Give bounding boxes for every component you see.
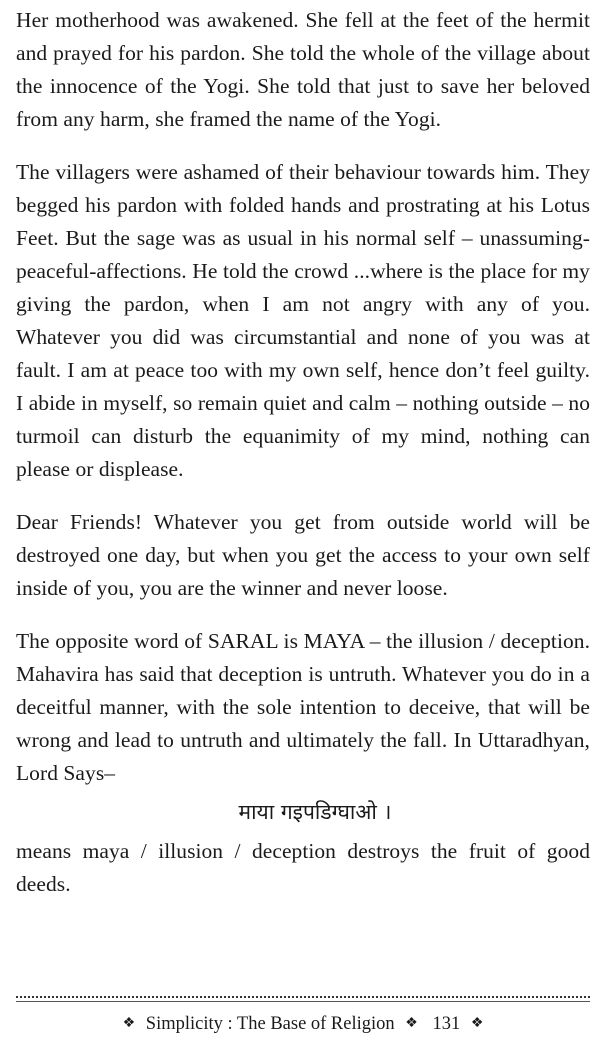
- page-body: [16, 4, 590, 921]
- paragraph-3: Dear Friends! Whatever you get from outside world will be destroyed one day, but when you get the access to your own self inside of you, you are the winner and never loose.: [16, 510, 590, 600]
- ornament-middle-icon: ❖: [405, 1016, 418, 1031]
- sanskrit-verse: माया गइपडिग्घाओ ।: [238, 800, 392, 824]
- ornament-left-icon: ❖: [122, 1016, 136, 1031]
- book-page: [16, 0, 590, 1051]
- paragraph-2: The villagers were ashamed of their behaviour towards him. They begged his pardon with folded hands and prostrating at his Lotus Feet. But the sage was as usual in his normal self – unassuming-peaceful-affections. He told the crowd ...where is the place for my giving the pardon, when I am not angry with any of you. Whatever you did was circumstantial and none of you was at fault. I am at peace too with my own self, hence don’t feel guilty. I abide in myself, so remain quiet and calm – nothing outside – no turmoil can disturb the equanimity of my mind, nothing can please or displease.: [16, 160, 590, 481]
- footer-solid-rule: [16, 1001, 590, 1002]
- page-footer: [16, 996, 590, 1036]
- footer-dotted-rule: [16, 996, 590, 998]
- paragraph-4: The opposite word of SARAL is MAYA – the illusion / deception. Mahavira has said that deception is untruth. Whatever you do in a deceitful manner, with the sole intention to deceive, that will be wrong and lead to untruth and ultimately the fall. In Uttaradhyan, Lord Says–: [16, 629, 590, 785]
- running-footer-title: Simplicity : The Base of Religion: [145, 1014, 395, 1034]
- closing-paragraph: means maya / illusion / deception destroys the fruit of good deeds.: [16, 839, 590, 896]
- ornament-right-icon: ❖: [470, 1016, 484, 1031]
- running-footer: [16, 1012, 590, 1036]
- paragraph-1: Her motherhood was awakened. She fell at the feet of the hermit and prayed for his pardon. She told the whole of the village about the innocence of the Yogi. She told that just to save her beloved from any harm, she framed the name of the Yogi.: [16, 8, 590, 131]
- page-number: 131: [432, 1014, 461, 1034]
